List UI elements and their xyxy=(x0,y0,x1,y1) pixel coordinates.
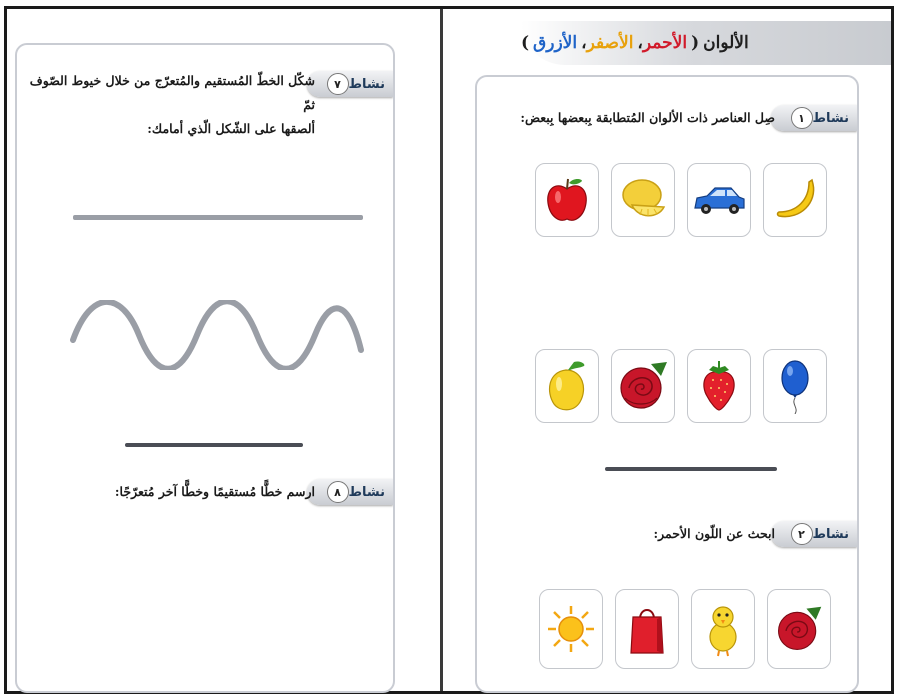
sun-icon xyxy=(546,604,596,654)
card-red-rose[interactable] xyxy=(611,349,675,423)
worksheet-frame xyxy=(4,6,894,694)
card-yellow-lemon[interactable] xyxy=(535,349,599,423)
card-blue-balloon[interactable] xyxy=(763,349,827,423)
activity2-instruction: ابحث عن اللّون الأحمر: xyxy=(653,526,775,541)
section-divider-right xyxy=(605,467,777,471)
left-page-panel xyxy=(15,43,395,693)
activity2-tag xyxy=(771,521,858,547)
card-red-rose-2[interactable] xyxy=(767,589,831,669)
lemon-icon xyxy=(618,175,668,225)
activity1-instruction: صِل العناصر ذات الألوان المُتطابقة بِبعضها بِبعض: xyxy=(520,110,775,125)
wavy-line-shape xyxy=(69,300,365,370)
activity1-number: ١ xyxy=(791,107,813,129)
straight-line-shape xyxy=(73,215,363,220)
activity8-tag xyxy=(307,479,394,505)
right-page-panel xyxy=(475,75,859,693)
activity7-instruction-line1: شكّل الخطّ المُستقيم والمُتعرّج من خلال خيوط الصّوف ثمّ xyxy=(29,73,315,112)
activity1-tag xyxy=(771,105,858,131)
activity8-label xyxy=(307,479,394,505)
title-word-colors: الألوان xyxy=(703,33,749,53)
red-apple-icon xyxy=(544,175,590,225)
yellow-lemon-icon xyxy=(544,358,590,414)
yellow-chick-icon xyxy=(703,601,743,657)
activity8-instruction: ارسم خطًّا مُستقيمًا وخطًّا آخر مُتعرّجًا: xyxy=(114,484,315,499)
activity7-number: ٧ xyxy=(327,73,349,95)
card-lemon[interactable] xyxy=(611,163,675,237)
red-bag-icon xyxy=(627,601,667,657)
title-sep2: ، xyxy=(581,33,587,53)
activity8-number: ٨ xyxy=(327,481,349,503)
activity2-label xyxy=(771,521,858,547)
card-red-bag[interactable] xyxy=(615,589,679,669)
activity7-instruction xyxy=(25,69,315,141)
activity8-tag-text: نشاط xyxy=(348,484,385,500)
card-red-apple[interactable] xyxy=(535,163,599,237)
section-divider xyxy=(125,443,303,447)
page-title xyxy=(521,21,891,65)
title-open-paren: ( xyxy=(691,33,700,53)
title-close-paren: ) xyxy=(521,33,530,53)
title-blue: الأزرق xyxy=(533,33,578,53)
activity7-instruction-line2: ألصقها على الشّكل الّذي أمامك: xyxy=(147,121,315,136)
activity2-tag-text: نشاط xyxy=(812,526,849,542)
card-blue-car[interactable] xyxy=(687,163,751,237)
title-red: الأحمر xyxy=(642,33,688,53)
card-strawberry[interactable] xyxy=(687,349,751,423)
strawberry-icon xyxy=(697,358,741,414)
blue-balloon-icon xyxy=(775,358,815,414)
activity7-label xyxy=(307,71,394,97)
banana-icon xyxy=(771,176,819,224)
red-rose-icon xyxy=(773,603,825,655)
page-spine xyxy=(440,9,443,691)
activity1-tag-text: نشاط xyxy=(812,110,849,126)
activity7-tag xyxy=(307,71,394,97)
activity2-number: ٢ xyxy=(791,523,813,545)
activity1-label xyxy=(771,105,858,131)
title-sep1: ، xyxy=(637,33,643,53)
card-sun[interactable] xyxy=(539,589,603,669)
activity7-tag-text: نشاط xyxy=(348,76,385,92)
title-yellow: الأصفر xyxy=(586,33,634,53)
red-rose-icon xyxy=(615,358,671,414)
card-yellow-chick[interactable] xyxy=(691,589,755,669)
card-banana[interactable] xyxy=(763,163,827,237)
blue-car-icon xyxy=(691,180,747,220)
